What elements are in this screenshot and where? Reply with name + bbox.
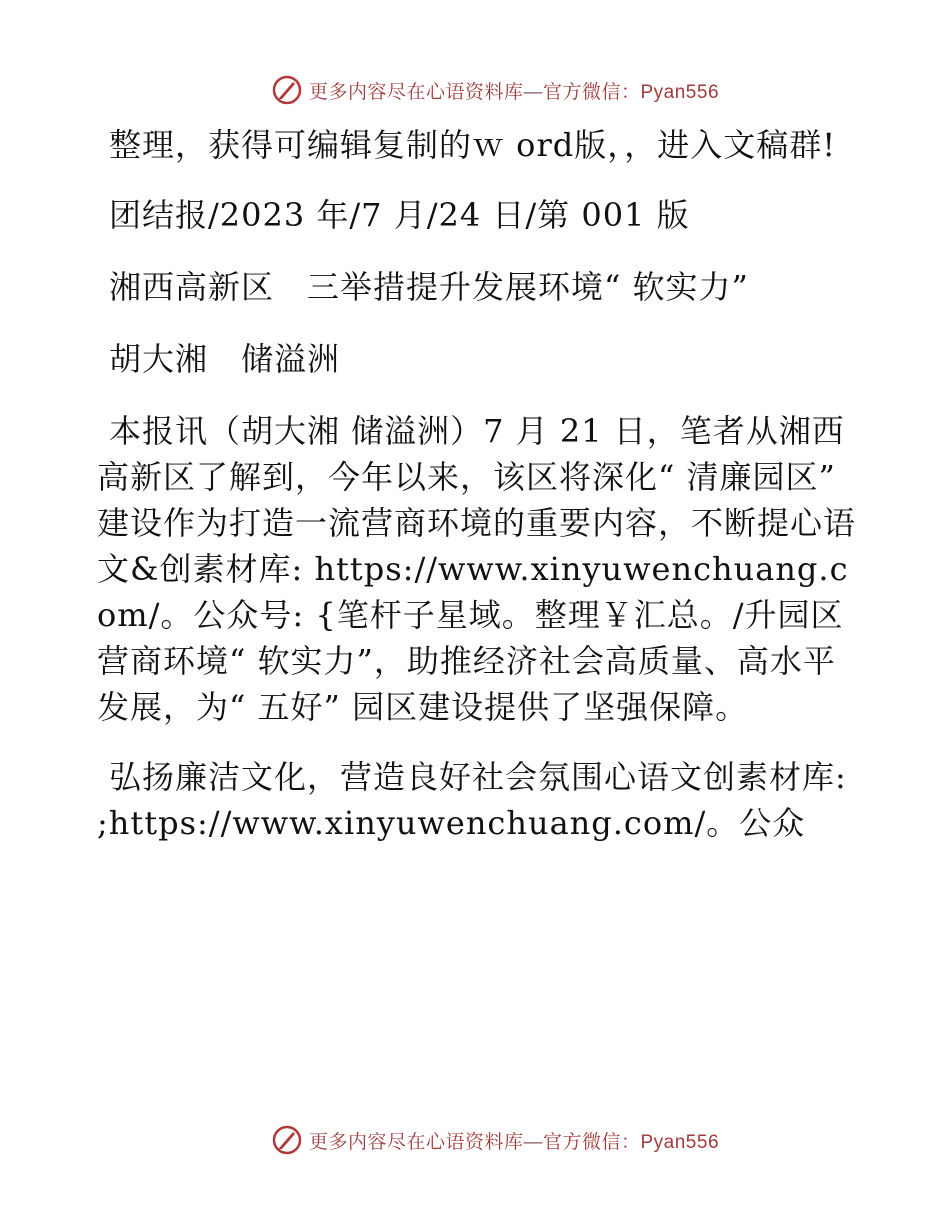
paragraph-lead: 本报讯（胡大湘 储溢洲）7 月 21 日，笔者从湘西高新区了解到，今年以来，该区将深化“ 清廉园区” 建设作为打造一流营商环境的重要内容，不断提心语文&创素材库: https://www.xinyuwenchuang.com/。公众号: {笔杆子星域。整理￥汇总。/升园区营商环境“ 软实力”，助推经济社会高质量、高水平发展，为“ 五好” 园区建设提供了坚强保障。 xyxy=(97,412,857,726)
header-banner-main: 更多内容尽在心语资料库 xyxy=(308,81,524,103)
header-banner xyxy=(0,70,950,110)
footer-banner-dash: — xyxy=(523,1131,543,1153)
paragraph-intro: 整理，获得可编辑复制的ｗ ord版，，进入文稿群! xyxy=(109,126,837,164)
footer-banner-inner xyxy=(271,1124,719,1156)
paragraph-culture: 弘扬廉洁文化，营造良好社会氛围心语文创素材库: ;https://www.xinyuwenchuang.com/。公众 xyxy=(97,758,847,842)
footer-banner xyxy=(0,1120,950,1160)
quill-logo-icon xyxy=(271,1124,303,1156)
article-headline: 湘西高新区 三举措提升发展环境“ 软实力” xyxy=(109,268,749,306)
header-banner-dash: — xyxy=(523,81,543,103)
quill-logo-icon xyxy=(271,74,303,106)
article-authors: 胡大湘 储溢洲 xyxy=(109,340,341,378)
header-banner-wechat: 官方微信：Pyan556 xyxy=(543,81,720,103)
document-body xyxy=(97,122,857,870)
footer-banner-wechat: 官方微信：Pyan556 xyxy=(543,1131,720,1153)
footer-banner-main: 更多内容尽在心语资料库 xyxy=(308,1131,524,1153)
header-banner-inner xyxy=(271,74,719,106)
footer-banner-text xyxy=(309,1127,719,1154)
paragraph-source: 团结报/2023 年/7 月/24 日/第 001 版 xyxy=(109,196,690,234)
header-banner-text xyxy=(309,77,719,104)
